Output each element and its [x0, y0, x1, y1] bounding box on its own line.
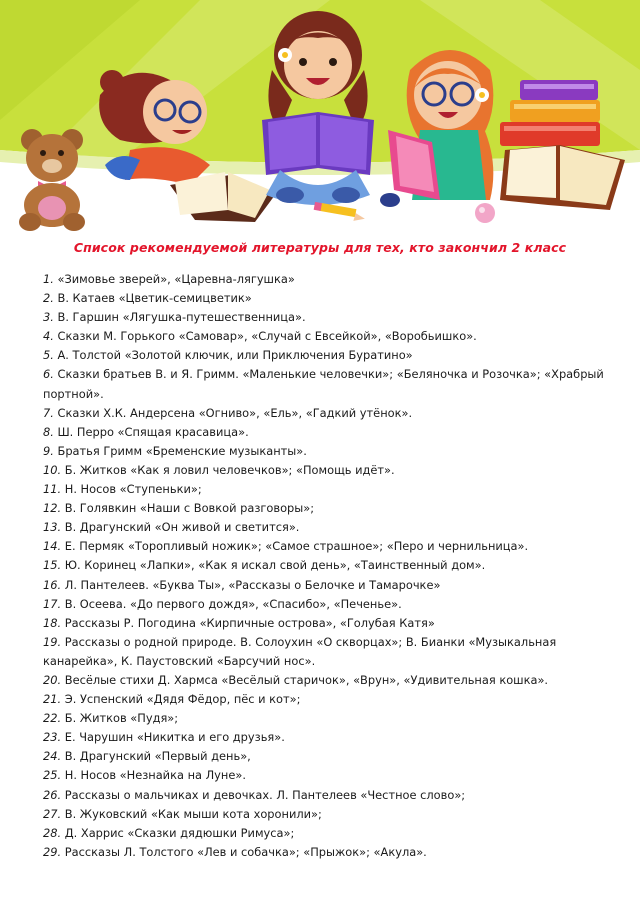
list-item	[43, 671, 628, 690]
item-text: Весёлые стихи Д. Хармса «Весёлый старичок», «Врун», «Удивительная кошка».	[64, 672, 549, 687]
item-text: В. Гаршин «Лягушка-путешественница».	[57, 310, 306, 325]
list-item	[43, 442, 628, 461]
book-list	[43, 270, 628, 862]
item-text: А. Толстой «Золотой ключик, или Приключения Буратино»	[57, 348, 413, 363]
item-number: 14.	[43, 539, 62, 554]
item-number: 12.	[43, 501, 62, 516]
item-text: Н. Носов «Ступеньки»;	[64, 482, 202, 497]
item-text: В. Катаев «Цветик-семицветик»	[57, 291, 252, 306]
list-item	[43, 843, 628, 862]
list-item	[43, 499, 628, 518]
list-item	[43, 365, 628, 403]
list-item	[43, 805, 628, 824]
item-text: Рассказы о мальчиках и девочках. Л. Пантелеев «Честное слово»;	[64, 787, 466, 802]
item-text: Л. Пантелеев. «Буква Ты», «Рассказы о Белочке и Тамарочке»	[64, 577, 441, 592]
item-number: 4.	[43, 329, 54, 344]
item-text: Б. Житков «Как я ловил человечков»; «Помощь идёт».	[64, 462, 395, 477]
children-reading-illustration	[0, 0, 640, 240]
list-item	[43, 518, 628, 537]
list-item	[43, 728, 628, 747]
item-number: 28.	[43, 825, 62, 840]
item-text: В. Голявкин «Наши с Вовкой разговоры»;	[64, 501, 315, 516]
item-text: Б. Житков «Пудя»;	[64, 711, 179, 726]
item-text: Ш. Перро «Спящая красавица».	[57, 424, 249, 439]
item-number: 8.	[43, 424, 54, 439]
item-text: «Зимовье зверей», «Царевна-лягушка»	[57, 272, 295, 286]
list-item	[43, 327, 628, 346]
ball-icon	[475, 203, 495, 223]
item-text: Е. Чарушин «Никитка и его друзья».	[64, 730, 285, 745]
list-item	[43, 766, 628, 785]
list-item	[43, 690, 628, 709]
item-number: 13.	[43, 520, 62, 535]
list-item	[43, 595, 628, 614]
item-number: 1.	[43, 272, 54, 286]
item-text: Н. Носов «Незнайка на Луне».	[64, 768, 246, 783]
item-number: 18.	[43, 615, 62, 630]
item-number: 20.	[43, 672, 62, 687]
list-item	[43, 747, 628, 766]
item-text: В. Жуковский «Как мыши кота хоронили»;	[64, 806, 322, 821]
item-text: Рассказы Л. Толстого «Лев и собачка»; «Прыжок»; «Акула».	[64, 844, 427, 859]
list-item	[43, 633, 628, 671]
item-text: Сказки братьев В. и Я. Гримм. «Маленькие человечки»; «Беляночка и Розочка»; «Храбрый портной».	[43, 367, 604, 401]
list-item	[43, 308, 628, 327]
item-number: 21.	[43, 692, 62, 707]
item-number: 10.	[43, 462, 62, 477]
list-item	[43, 423, 628, 442]
list-item	[43, 576, 628, 595]
list-item	[43, 614, 628, 633]
item-text: Д. Харрис «Сказки дядюшки Римуса»;	[64, 825, 295, 840]
list-item	[43, 786, 628, 805]
item-number: 16.	[43, 577, 62, 592]
item-text: Рассказы Р. Погодина «Кирпичные острова», «Голубая Катя»	[64, 615, 435, 630]
list-item	[43, 480, 628, 499]
item-number: 22.	[43, 711, 62, 726]
item-number: 26.	[43, 787, 62, 802]
list-item	[43, 556, 628, 575]
item-number: 5.	[43, 348, 54, 363]
item-text: Рассказы о родной природе. В. Солоухин «О скворцах»; В. Бианки «Музыкальная канарейка», К. Паустовский «Барсучий нос».	[43, 634, 557, 668]
item-number: 29.	[43, 844, 62, 859]
item-number: 15.	[43, 558, 62, 573]
item-number: 19.	[43, 634, 62, 649]
list-item	[43, 461, 628, 480]
item-number: 7.	[43, 405, 54, 420]
item-text: Сказки Х.К. Андерсена «Огниво», «Ель», «Гадкий утёнок».	[57, 405, 413, 420]
item-number: 3.	[43, 310, 54, 325]
item-text: Е. Пермяк «Торопливый ножик»; «Самое страшное»; «Перо и чернильница».	[64, 539, 529, 554]
list-item	[43, 289, 628, 308]
list-item	[43, 537, 628, 556]
item-text: В. Драгунский «Первый день»,	[64, 749, 251, 764]
item-number: 2.	[43, 291, 54, 306]
item-number: 11.	[43, 482, 62, 497]
header-illustration	[0, 0, 640, 240]
list-item	[43, 709, 628, 728]
item-number: 17.	[43, 596, 62, 611]
item-text: Братья Гримм «Бременские музыканты».	[57, 443, 307, 458]
item-text: Ю. Коринец «Лапки», «Как я искал свой день», «Таинственный дом».	[64, 558, 486, 573]
item-number: 27.	[43, 806, 62, 821]
item-number: 25.	[43, 768, 62, 783]
list-item	[43, 270, 628, 289]
item-number: 23.	[43, 730, 62, 745]
item-text: В. Осеева. «До первого дождя», «Спасибо», «Печенье».	[64, 596, 402, 611]
item-text: Сказки М. Горького «Самовар», «Случай с Евсейкой», «Воробьишко».	[57, 329, 477, 344]
item-text: В. Драгунский «Он живой и светится».	[64, 520, 300, 535]
item-number: 9.	[43, 443, 54, 458]
item-number: 24.	[43, 749, 62, 764]
item-number: 6.	[43, 367, 54, 382]
list-item	[43, 404, 628, 423]
list-item	[43, 824, 628, 843]
list-item	[43, 346, 628, 365]
page-title: Список рекомендуемой литературы для тех, кто закончил 2 класс	[73, 240, 567, 255]
item-text: Э. Успенский «Дядя Фёдор, пёс и кот»;	[64, 692, 301, 707]
